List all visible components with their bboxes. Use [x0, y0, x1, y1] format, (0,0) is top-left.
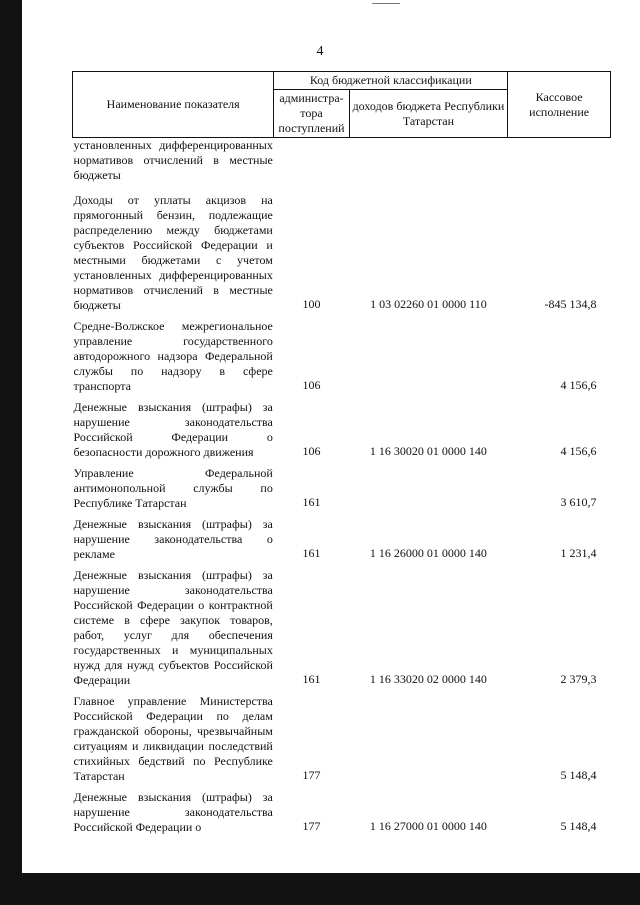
table-row — [73, 517, 611, 568]
table-row — [73, 138, 611, 194]
cell-cash-execution: 1 231,4 — [560, 546, 597, 560]
table-row — [73, 400, 611, 466]
cell-cash-execution: 3 610,7 — [560, 495, 597, 509]
header-admin-code: администра-тора поступлений — [274, 90, 349, 138]
cell-indicator-name: Денежные взыскания (штрафы) за нарушение законодательства Российской Федерации о — [73, 790, 273, 834]
table-row — [73, 568, 611, 694]
cell-budget-code — [349, 138, 508, 194]
cell-budget-code — [349, 319, 508, 400]
header-indicator-name: Наименование показателя — [73, 72, 274, 138]
cell-admin-code: 161 — [302, 672, 321, 686]
cell-indicator-name: Управление Федеральной антимонопольной службы по Республике Татарстан — [73, 466, 273, 510]
cell-admin-code: 161 — [302, 546, 321, 560]
cell-budget-code: 1 16 33020 02 0000 140 — [369, 672, 487, 686]
cell-cash-execution: 4 156,6 — [560, 444, 597, 458]
cell-admin-code — [274, 138, 349, 194]
cell-budget-code — [349, 694, 508, 790]
table-row — [73, 466, 611, 517]
cell-indicator-name: Денежные взыскания (штрафы) за нарушение законодательства о рекламе — [73, 517, 273, 561]
cell-cash-execution: 5 148,4 — [560, 819, 597, 833]
cell-admin-code: 106 — [302, 444, 321, 458]
cell-cash-execution: 5 148,4 — [560, 768, 597, 782]
cell-cash-execution — [508, 138, 611, 194]
cell-budget-code — [349, 466, 508, 517]
cell-indicator-name: Денежные взыскания (штрафы) за нарушение законодательства Российской Федерации о безопасности дорожного движения — [73, 400, 273, 459]
cell-indicator-name: Денежные взыскания (штрафы) за нарушение законодательства Российской Федерации о контрактной системе в сфере закупок товаров, работ, услуг для обеспечения государственных и муниципальных нужд для нужд субъектов Российской Федерации — [73, 568, 273, 687]
table-body — [73, 138, 611, 842]
budget-table — [72, 71, 611, 841]
cell-indicator-name: установленных дифференцированных нормативов отчислений в местные бюджеты — [73, 138, 273, 182]
scan-bottom-edge — [0, 873, 640, 905]
header-income-code: доходов бюджета Республики Татарстан — [349, 90, 508, 138]
scan-top-mark — [372, 3, 400, 4]
page-number: 4 — [316, 44, 324, 59]
cell-admin-code: 177 — [302, 819, 321, 833]
cell-budget-code: 1 16 27000 01 0000 140 — [369, 819, 487, 833]
cell-admin-code: 100 — [302, 297, 321, 311]
cell-budget-code: 1 16 30020 01 0000 140 — [369, 444, 487, 458]
cell-admin-code: 106 — [302, 378, 321, 392]
cell-budget-code: 1 03 02260 01 0000 110 — [370, 297, 487, 311]
header-cash-execution: Кассовое исполнение — [508, 72, 611, 138]
cell-admin-code: 161 — [302, 495, 321, 509]
table-row — [73, 694, 611, 790]
table-row — [73, 790, 611, 841]
cell-admin-code: 177 — [302, 768, 321, 782]
table-row — [73, 193, 611, 319]
cell-indicator-name: Средне-Волжское межрегиональное управление государственного автодорожного надзора Федеральной службы по надзору в сфере транспорта — [73, 319, 273, 393]
cell-cash-execution: -845 134,8 — [544, 297, 597, 311]
cell-cash-execution: 2 379,3 — [560, 672, 597, 686]
cell-indicator-name: Доходы от уплаты акцизов на прямогонный бензин, подлежащие распределению между бюджетами субъектов Российской Федерации и местными бюджетами с учетом установленных дифференцированных нормативов отчислений в местные бюджеты — [73, 193, 273, 312]
table-row — [73, 319, 611, 400]
scan-left-edge — [0, 0, 22, 905]
cell-budget-code: 1 16 26000 01 0000 140 — [369, 546, 487, 560]
header-budget-code: Код бюджетной классификации — [274, 72, 508, 90]
cell-indicator-name: Главное управление Министерства Российской Федерации по делам гражданской обороны, чрезвычайным ситуациям и ликвидации последствий стихийных бедствий по Республике Татарстан — [73, 694, 273, 783]
cell-cash-execution: 4 156,6 — [560, 378, 597, 392]
